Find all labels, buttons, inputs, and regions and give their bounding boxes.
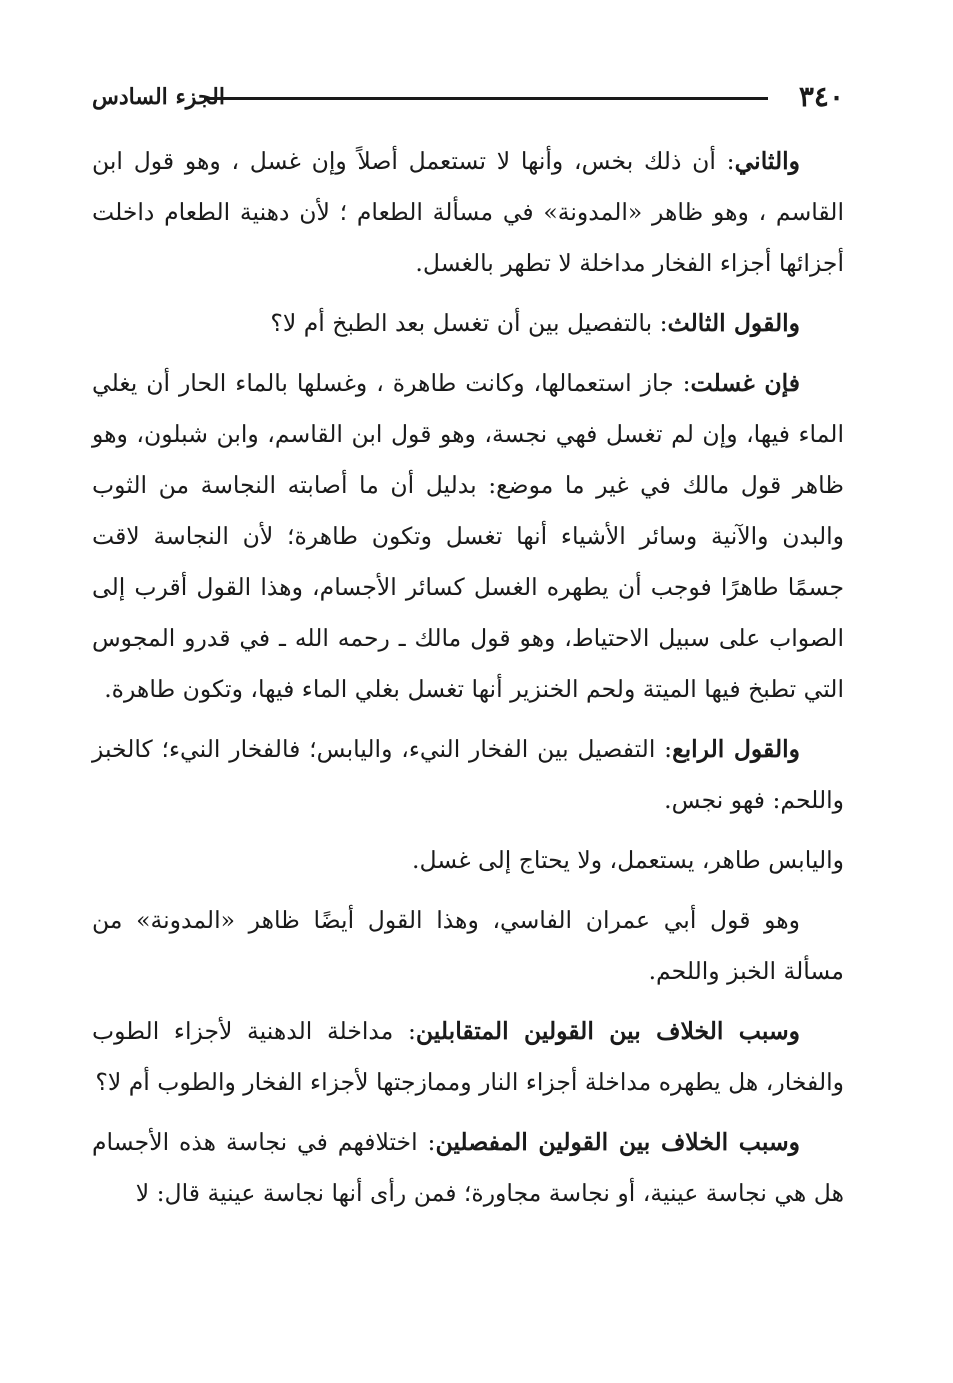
paragraph-text: : مداخلة الدهنية لأجزاء الطوب والفخار، هل يطهره مداخلة أجزاء النار وممازجتها لأجزاء الفخار والطوب أم لا؟ bbox=[92, 1017, 844, 1096]
paragraph-if-washed bbox=[92, 358, 844, 715]
paragraph-lead: فإن غسلت bbox=[690, 369, 800, 397]
paragraph-reason-opposing bbox=[92, 1006, 844, 1108]
paragraph-fourth-opinion bbox=[92, 724, 844, 826]
paragraph-lead: والقول الثالث bbox=[667, 309, 800, 337]
paragraph-text: : اختلافهم في نجاسة هذه الأجسام هل هي نجاسة عينية، أو نجاسة مجاورة؛ فمن رأى أنها نجاسة عينية قال: لا bbox=[92, 1128, 844, 1207]
page-header bbox=[92, 80, 844, 114]
paragraph-text: واليابس طاهر، يستعمل، ولا يحتاج إلى غسل. bbox=[412, 846, 844, 874]
paragraph-second-opinion bbox=[92, 136, 844, 289]
paragraph-text: وهو قول أبي عمران الفاسي، وهذا القول أيضًا ظاهر «المدونة» من مسألة الخبز واللحم. bbox=[92, 906, 844, 985]
header-rule bbox=[204, 97, 768, 100]
paragraph-text: : جاز استعمالها، وكانت طاهرة ، وغسلها بالماء الحار أن يغلي الماء فيها، وإن لم تغسل فهي نجسة، وهو قول ابن القاسم، وابن شبلون، وهو ظاهر قول مالك في غير ما موضع: بدليل أن ما أصابته النجاسة من الثوب والبدن والآنية وسائر الأشياء أنها تغسل وتكون طاهرة؛ لأن النجاسة لاقت جسمًا طاهرًا فوجب أن يطهره الغسل كسائر الأجسام، وهذا القول أقرب إلى الصواب على سبيل الاحتياط، وهو قول مالك ـ رحمه الله ـ في قدرو المجوس التي تطبخ فيها الميتة ولحم الخنزير أنها تغسل بغلي الماء فيها، وتكون طاهرة. bbox=[92, 369, 844, 703]
running-title: الجزء السادس bbox=[92, 84, 225, 110]
paragraph-lead: والقول الرابع bbox=[672, 735, 800, 763]
paragraph-text: : أن ذلك بخس، وأنها لا تستعمل أصلاً وإن غسل ، وهو قول ابن القاسم ، وهو ظاهر «المدونة» في مسألة الطعام ؛ لأن دهنية الطعام داخلت أجزائها أجزاء الفخار مداخلة لا تطهر بالغسل. bbox=[92, 147, 844, 277]
paragraph-abu-imran bbox=[92, 895, 844, 997]
paragraph-third-opinion bbox=[92, 298, 844, 349]
paragraph-lead: وسبب الخلاف بين القولين المتقابلين bbox=[415, 1017, 801, 1045]
paragraph-dry bbox=[92, 835, 844, 886]
page-number: ٣٤٠ bbox=[798, 80, 844, 113]
paragraph-text: : التفصيل بين الفخار النيء، واليابس؛ فالفخار النيء؛ كالخبز واللحم: فهو نجس. bbox=[92, 735, 844, 814]
paragraph-text: : بالتفصيل بين أن تغسل بعد الطبخ أم لا؟ bbox=[270, 309, 668, 337]
paragraph-lead: وسبب الخلاف بين القولين المفصلين bbox=[435, 1128, 800, 1156]
page-body bbox=[92, 136, 844, 1228]
paragraph-lead: والثاني bbox=[734, 147, 800, 175]
paragraph-reason-detailed bbox=[92, 1117, 844, 1219]
